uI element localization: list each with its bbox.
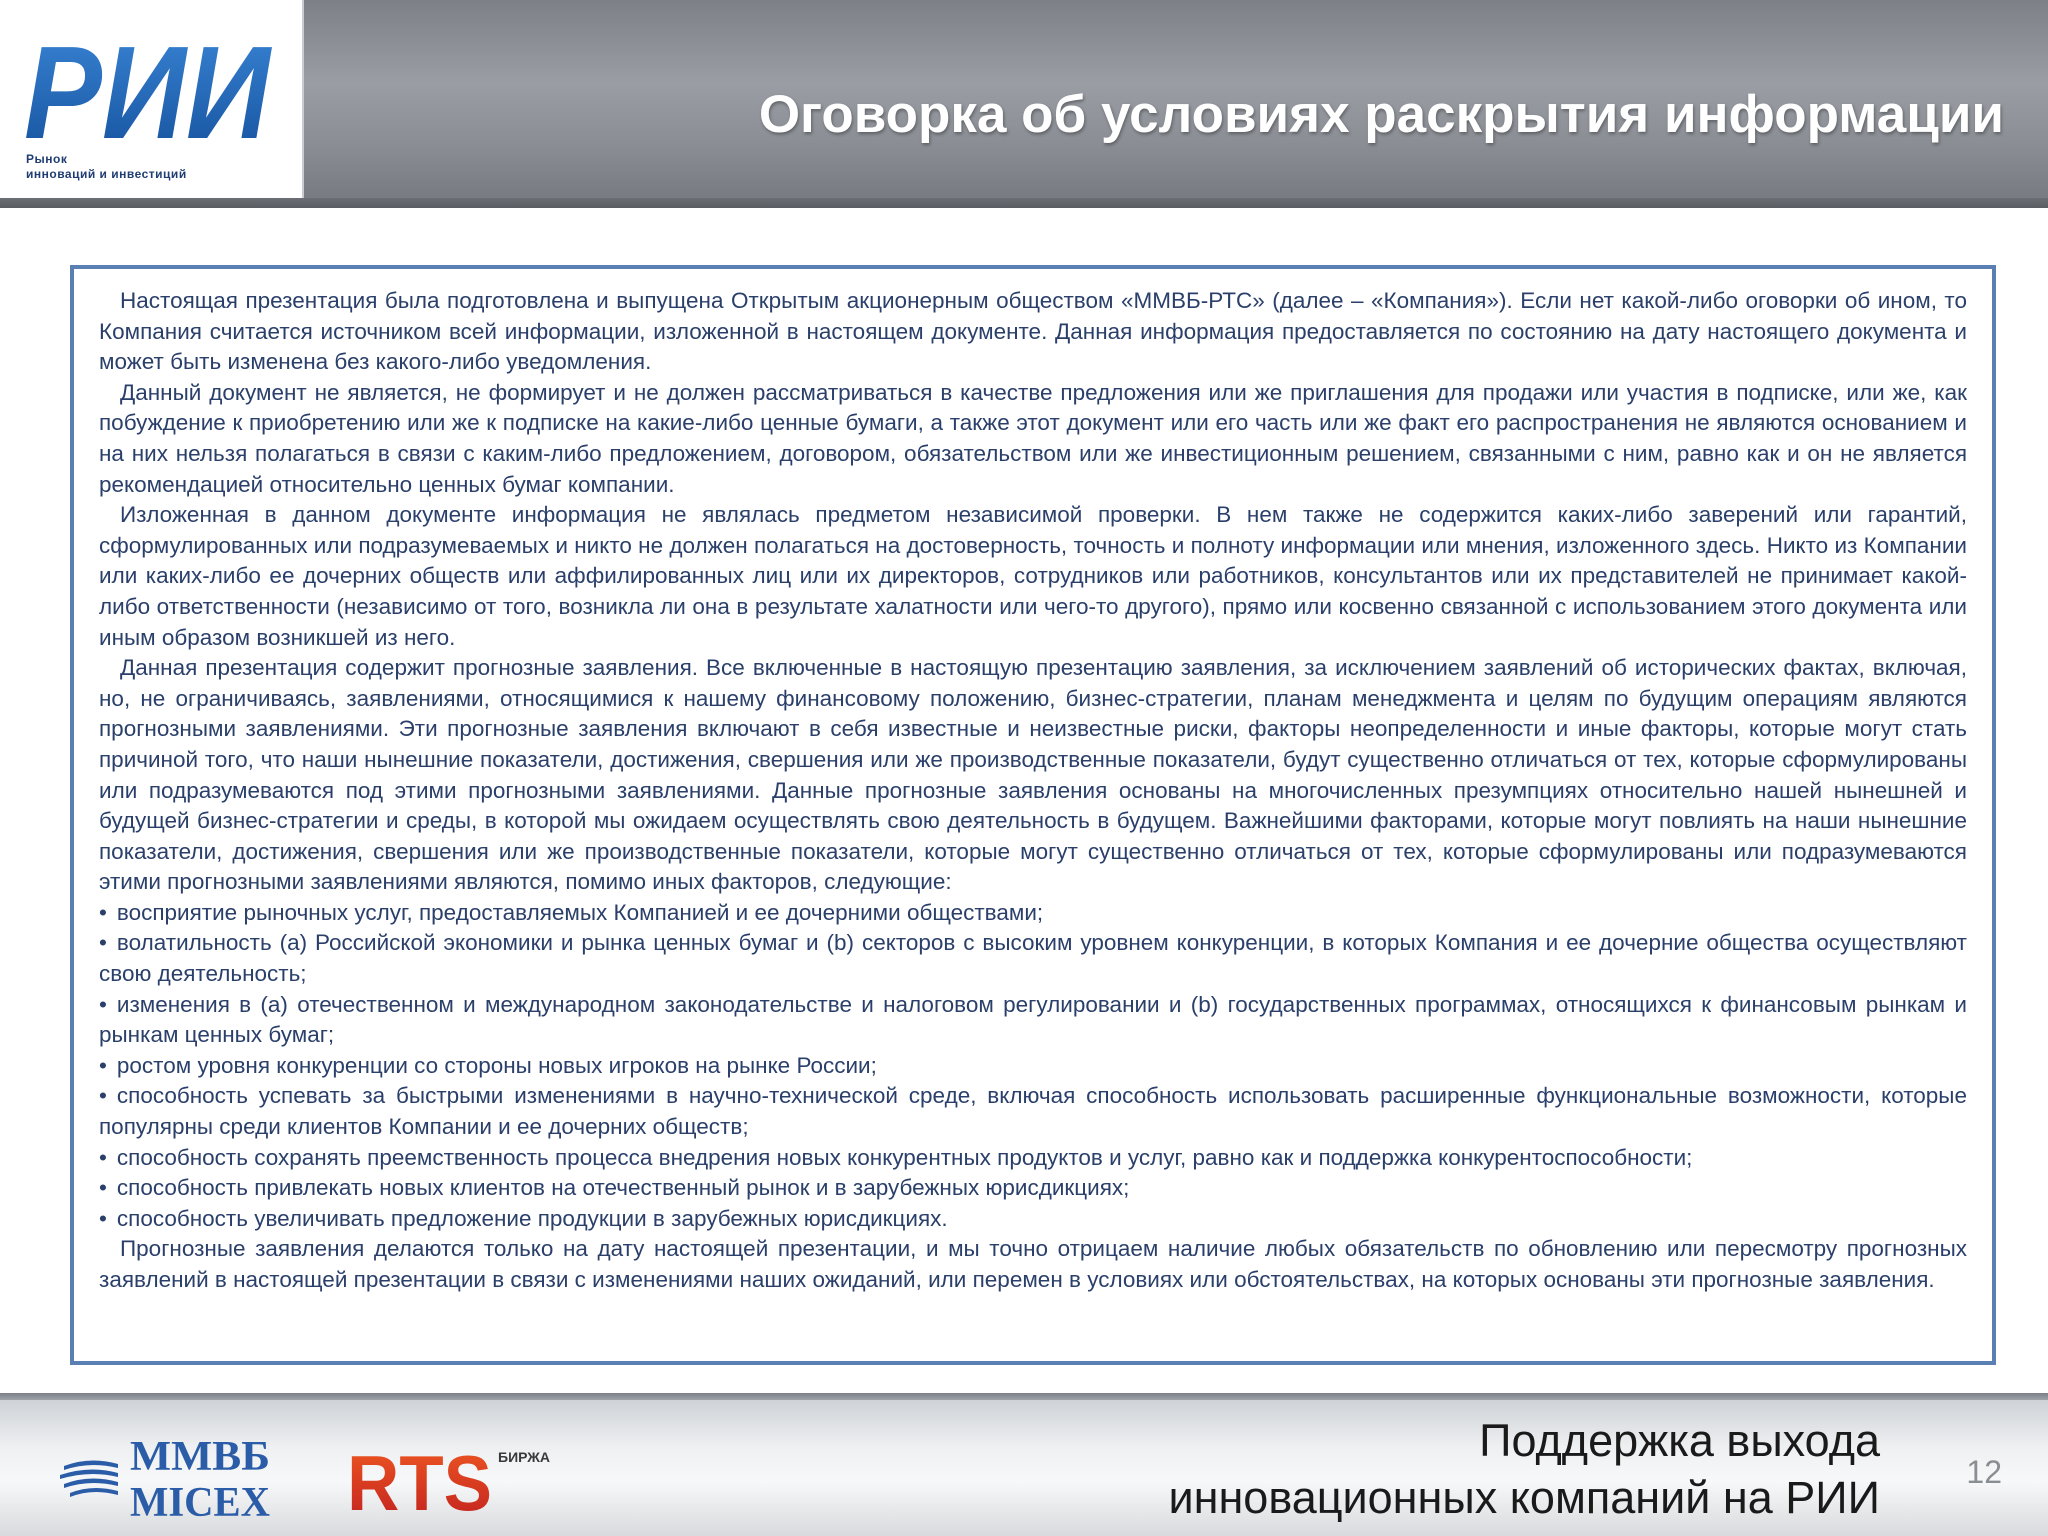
rii-logo-text: РИИ bbox=[24, 34, 273, 144]
risk-factor-bullet: • способность успевать за быстрыми изменениями в научно-технической среде, включая способность использовать расширенные функциональные возможности, которые популярны среди клиентов Компании и ее дочерних обществ; bbox=[99, 1081, 1967, 1142]
rts-logo-text: RTS bbox=[347, 1439, 492, 1518]
risk-factor-bullet: • способность увеличивать предложение продукции в зарубежных юрисдикциях. bbox=[99, 1204, 1967, 1235]
micex-logo-en: MICEX bbox=[130, 1480, 270, 1520]
rii-logo bbox=[0, 0, 304, 208]
slide-header bbox=[0, 0, 2048, 208]
risk-factor-bullet: • изменения в (a) отечественном и международном законодательстве и налоговом регулировании и (b) государственных программах, относящихся к финансовым рынкам и рынкам ценных бумаг; bbox=[99, 990, 1967, 1051]
micex-logo bbox=[60, 1430, 290, 1520]
footer-caption bbox=[1168, 1412, 1880, 1526]
page-number: 12 bbox=[1966, 1454, 2002, 1490]
disclaimer-paragraph: Данный документ не является, не формирует и не должен рассматриваться в качестве предложения или же приглашения для продажи или участия в подписке, или же, как побуждение к приобретению или же к подписке на какие-либо ценные бумаги, а также этот документ или его часть или же факт его распространения не являются основанием и на них нельзя полагаться в связи с каким-либо предложением, договором, обязательством или же инвестиционным решением, связанными с ним, равно как и он не является рекомендацией относительно ценных бумаг компании. bbox=[99, 379, 1967, 497]
footer-divider bbox=[0, 1393, 2048, 1400]
micex-wave-icon bbox=[60, 1460, 118, 1497]
risk-factor-bullet: • восприятие рыночных услуг, предоставляемых Компанией и ее дочерними обществами; bbox=[99, 898, 1967, 929]
micex-logo-ru: ММВБ bbox=[130, 1434, 270, 1480]
slide-title: Оговорка об условиях раскрытия информации bbox=[758, 85, 2004, 144]
rii-logo-subtitle-line2: инноваций и инвестиций bbox=[26, 167, 187, 181]
rts-logo-tag: БИРЖА bbox=[498, 1449, 551, 1465]
disclaimer-paragraph: Изложенная в данном документе информация не являлась предметом независимой проверки. В нем также не содержится каких-либо заверений или гарантий, сформулированных или подразумеваемых и никто не должен полагаться на достоверность, точность и полноту информации или мнения, изложенного здесь. Никто из Компании или каких-либо ее дочерних обществ или аффилированных лиц или их директоров, сотрудников или работников, консультантов или их представителей не принимает какой-либо ответственности (независимо от того, возникла ли она в результате халатности или чего-то другого), прямо или косвенно связанной с использованием этого документа или иным образом возникшей из него. bbox=[99, 502, 1967, 650]
rii-logo-mark bbox=[24, 34, 274, 144]
disclaimer-paragraph: Данная презентация содержит прогнозные заявления. Все включенные в настоящую презентацию заявления, за исключением заявлений об исторических фактах, включая, но, не ограничиваясь, заявлениями, относящимися к нашему финансовому положению, бизнес-стратегии, планам менеджмента и целям по будущим операциям являются прогнозными заявлениями. Эти прогнозные заявления включают в себя известные и неизвестные риски, факторы неопределенности и иные факторы, которые могут стать причиной того, что наши нынешние показатели, достижения, свершения или же производственные показатели, будут существенно отличаться от тех, которые сформулированы или подразумеваются под этими прогнозными заявлениями. Данные прогнозные заявления основаны на многочисленных презумпциях относительно нашей нынешней и будущей бизнес-стратегии и среды, в которой мы ожидаем осуществлять свою деятельность в будущем. Важнейшими факторами, которые могут повлиять на наши нынешние показатели, достижения, свершения или же производственные показатели, которые могут существенно отличаться от тех, которые сформулированы или подразумеваются этими прогнозными заявлениями являются, помимо иных факторов, следующие: bbox=[99, 655, 1967, 895]
rts-logo bbox=[345, 1438, 575, 1518]
footer-caption-line1: Поддержка выхода bbox=[1479, 1415, 1880, 1466]
risk-factor-bullet: • волатильность (a) Российской экономики и рынка ценных бумаг и (b) секторов с высоким уровнем конкуренции, в которых Компания и ее дочерние общества осуществляют свою деятельность; bbox=[99, 928, 1967, 989]
disclaimer-paragraph: Прогнозные заявления делаются только на дату настоящей презентации, и мы точно отрицаем наличие любых обязательств по обновлению или пересмотру прогнозных заявлений в настоящей презентации в связи с изменениями наших ожиданий, или перемен в условиях или обстоятельствах, на которых основаны эти прогнозные заявления. bbox=[99, 1236, 1967, 1292]
rii-logo-subtitle-line1: Рынок bbox=[26, 152, 68, 166]
footer-caption-line2: инновационных компаний на РИИ bbox=[1168, 1472, 1880, 1523]
risk-factor-bullet: • способность сохранять преемственность процесса внедрения новых конкурентных продуктов и услуг, равно как и поддержка конкурентоспособности; bbox=[99, 1143, 1967, 1174]
risk-factor-bullet: • ростом уровня конкуренции со стороны новых игроков на рынке России; bbox=[99, 1051, 1967, 1082]
disclaimer-paragraph: Настоящая презентация была подготовлена и выпущена Открытым акционерным обществом «ММВБ-РТС» (далее – «Компания»). Если нет какой-либо оговорки об ином, то Компания считается источником всей информации, изложенной в настоящем документе. Данная информация предоставляется по состоянию на дату настоящего документа и может быть изменена без какого-либо уведомления. bbox=[99, 288, 1967, 375]
slide-footer bbox=[0, 1400, 2048, 1536]
risk-factor-bullet: • способность привлекать новых клиентов на отечественный рынок и в зарубежных юрисдикциях; bbox=[99, 1173, 1967, 1204]
rii-logo-subtitle bbox=[26, 152, 296, 182]
disclaimer-box bbox=[70, 265, 1996, 1365]
